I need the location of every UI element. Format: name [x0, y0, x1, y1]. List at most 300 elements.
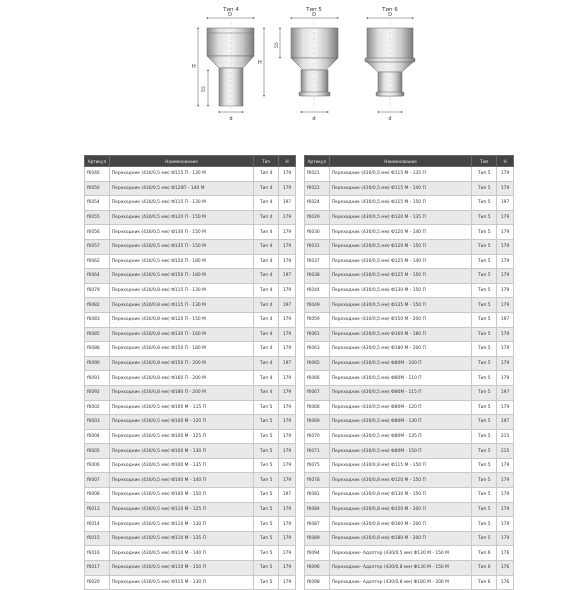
cell-type: Тип 5: [472, 371, 497, 386]
table-row: [85, 502, 296, 517]
table-row: [85, 473, 296, 488]
cell-article: f6067: [305, 385, 330, 400]
cell-article: f6082: [85, 298, 110, 313]
cell-type: Тип 5: [472, 196, 497, 211]
cell-height: 179: [497, 502, 514, 517]
cell-article: f6081: [305, 488, 330, 503]
table-row: [85, 575, 296, 590]
cell-height: 197: [497, 196, 514, 211]
cell-type: Тип 5: [254, 429, 279, 444]
cell-article: f6031: [305, 239, 330, 254]
table-row: [305, 254, 514, 269]
cell-name: Переходник (430/0,5 мм) Ф110 М - 135 П: [109, 531, 253, 546]
cell-article: f6055: [85, 210, 110, 225]
cell-type: Тип 5: [254, 488, 279, 503]
cell-type: Тип 5: [472, 429, 497, 444]
cell-type: Тип 4: [254, 181, 279, 196]
svg-text:H: H: [192, 64, 196, 70]
svg-text:D: D: [388, 12, 392, 18]
col-type: Тип: [254, 156, 279, 167]
cell-article: f6057: [85, 239, 110, 254]
cell-type: Тип 6: [472, 561, 497, 576]
cell-article: f6004: [85, 429, 110, 444]
cell-article: f6085: [85, 327, 110, 342]
cell-article: f6079: [85, 283, 110, 298]
table-row: [85, 444, 296, 459]
cell-article: f6050: [85, 181, 110, 196]
table-row: [305, 429, 514, 444]
cell-name: Переходник (430/0,8 мм) Ф120 П - 150 М: [109, 312, 253, 327]
cell-name: Переходник (430/0,5 мм) Ф115 М - 150 П: [329, 196, 472, 211]
cell-height: 179: [279, 561, 296, 576]
cell-article: f6020: [85, 575, 110, 590]
cell-type: Тип 5: [472, 415, 497, 430]
cell-name: Переходник (430/0,5 мм) Ф100 М - 115 П: [109, 400, 253, 415]
cell-height: 179: [497, 269, 514, 284]
cell-height: 179: [279, 342, 296, 357]
cell-height: 179: [279, 239, 296, 254]
cell-type: Тип 5: [472, 517, 497, 532]
cell-article: f6038: [305, 269, 330, 284]
col-height: H: [497, 156, 514, 167]
cell-article: f6088: [85, 342, 110, 357]
cell-article: f6056: [85, 225, 110, 240]
table-row: [85, 342, 296, 357]
cell-article: f6054: [85, 196, 110, 211]
cell-name: Переходник (430/0,5 мм) Ф100 М - 140 П: [109, 473, 253, 488]
cell-height: 179: [279, 400, 296, 415]
cell-article: f6062: [85, 254, 110, 269]
table-row: [305, 531, 514, 546]
table-row: [305, 327, 514, 342]
cell-article: f6017: [85, 561, 110, 576]
table-row: [305, 181, 514, 196]
cell-type: Тип 5: [254, 415, 279, 430]
cell-type: Тип 5: [472, 167, 497, 182]
cell-height: 179: [497, 517, 514, 532]
col-article: Артикул: [85, 156, 110, 167]
table-row: [85, 167, 296, 182]
cell-name: Переходник (430/0,5 мм) Ф80М - 130 П: [329, 415, 472, 430]
table-row: [305, 444, 514, 459]
cell-name: Переходник- Адаптер (430/0,8 мм) Ф180 М - 200 М: [329, 575, 472, 590]
cell-name: Переходник (430/0,8 мм) Ф115 М - 150 П: [329, 458, 472, 473]
svg-text:55: 55: [202, 86, 207, 92]
cell-name: Переходник (430/0,5 мм) Ф80М - 135 П: [329, 429, 472, 444]
table-row: [85, 239, 296, 254]
table-row: [305, 458, 514, 473]
cell-height: 215: [497, 429, 514, 444]
cell-article: f6083: [85, 312, 110, 327]
cell-article: f6002: [85, 400, 110, 415]
cell-name: Переходник (430/0,5 мм) Ф115 П - 130 М: [109, 196, 253, 211]
cell-article: f6087: [305, 517, 330, 532]
table-row: [305, 225, 514, 240]
diagram-type4-label: Тип 4: [223, 7, 239, 13]
cell-article: f6024: [305, 196, 330, 211]
cell-type: Тип 5: [472, 283, 497, 298]
table-row: [85, 254, 296, 269]
cell-height: 197: [497, 312, 514, 327]
svg-text:55: 55: [275, 42, 280, 48]
col-name: Наименование: [329, 156, 472, 167]
cell-name: Переходник- Адаптер (430/0,5 мм) Ф130 М - 150 М: [329, 546, 472, 561]
table-row: [305, 415, 514, 430]
table-row: [305, 239, 514, 254]
cell-name: Переходник (430/0,8 мм) Ф150 П - 180 М: [109, 342, 253, 357]
cell-height: 179: [497, 473, 514, 488]
cell-article: f6091: [85, 371, 110, 386]
cell-article: f6049: [305, 298, 330, 313]
diagram-type5: [258, 7, 338, 122]
cell-article: f6006: [85, 458, 110, 473]
table-row: [305, 269, 514, 284]
diagram-type5-label: Тип 5: [306, 7, 322, 13]
cell-height: 179: [497, 225, 514, 240]
cell-article: f6084: [305, 502, 330, 517]
cell-article: f6016: [85, 546, 110, 561]
diagram-type4: [192, 7, 254, 122]
cell-height: 179: [497, 210, 514, 225]
table-row: [85, 298, 296, 313]
table-row: [305, 546, 514, 561]
table-row: [85, 356, 296, 371]
cell-height: 197: [279, 488, 296, 503]
table-row: [305, 298, 514, 313]
table-row: [305, 210, 514, 225]
table-row: [85, 371, 296, 386]
cell-type: Тип 5: [472, 312, 497, 327]
diagram-type6-label: Тип 6: [382, 7, 398, 13]
cell-height: 179: [279, 283, 296, 298]
cell-height: 197: [279, 269, 296, 284]
cell-name: Переходник- Адаптер (430/0,8 мм) Ф130 М - 150 М: [329, 561, 472, 576]
cell-name: Переходник (430/0,5 мм) Ф100 М - 135 П: [109, 458, 253, 473]
cell-article: f6044: [305, 283, 330, 298]
cell-name: Переходник (430/0,5 мм) Ф130 П - 150 М: [109, 225, 253, 240]
cell-name: Переходник (430/0,8 мм) Ф115 П - 130 М: [109, 283, 253, 298]
table-row: [305, 371, 514, 386]
table-row: [85, 546, 296, 561]
svg-text:d: d: [388, 116, 392, 122]
cell-type: Тип 5: [472, 210, 497, 225]
cell-type: Тип 5: [254, 517, 279, 532]
table-row: [85, 415, 296, 430]
cell-type: Тип 6: [472, 575, 497, 590]
table-header-row: [85, 156, 296, 167]
svg-text:d: d: [229, 116, 233, 122]
cell-name: Переходник (430/0,5 мм) Ф100 М - 130 П: [109, 444, 253, 459]
cell-type: Тип 5: [472, 327, 497, 342]
left-product-table: [84, 155, 296, 590]
cell-height: 179: [497, 283, 514, 298]
cell-height: 179: [279, 415, 296, 430]
cell-height: 215: [497, 444, 514, 459]
cell-article: f6090: [85, 356, 110, 371]
cell-name: Переходник (430/0,8 мм) Ф115 П - 130 М: [109, 298, 253, 313]
diagram-area: [0, 0, 570, 150]
cell-height: 179: [279, 254, 296, 269]
svg-text:D: D: [312, 12, 316, 18]
table-row: [305, 312, 514, 327]
cell-article: f6064: [85, 269, 110, 284]
cell-article: f6071: [305, 444, 330, 459]
cell-type: Тип 5: [472, 298, 497, 313]
cell-height: 179: [497, 181, 514, 196]
table-row: [305, 385, 514, 400]
cell-type: Тип 4: [254, 342, 279, 357]
cell-article: f6029: [305, 210, 330, 225]
table-row: [85, 385, 296, 400]
cell-type: Тип 4: [254, 283, 279, 298]
table-row: [85, 400, 296, 415]
table-row: [85, 225, 296, 240]
adapter-diagrams: [0, 0, 570, 150]
table-row: [305, 356, 514, 371]
cell-article: f6046: [85, 167, 110, 182]
table-row: [85, 429, 296, 444]
cell-name: Переходник (430/0,5 мм) Ф80М - 115 П: [329, 385, 472, 400]
cell-type: Тип 5: [472, 400, 497, 415]
table-row: [305, 400, 514, 415]
cell-height: 179: [279, 444, 296, 459]
cell-height: 179: [279, 225, 296, 240]
cell-name: Переходник (430/0,5 мм) Ф120 М - 140 П: [329, 225, 472, 240]
cell-height: 176: [497, 575, 514, 590]
cell-type: Тип 4: [254, 298, 279, 313]
cell-type: Тип 5: [472, 342, 497, 357]
cell-name: Переходник (430/0,5 мм) Ф115 М - 135 П: [329, 167, 472, 182]
cell-name: Переходник (430/0,5 мм) Ф150 М - 200 П: [329, 312, 472, 327]
table-row: [305, 473, 514, 488]
cell-article: f6066: [305, 371, 330, 386]
cell-height: 179: [497, 298, 514, 313]
cell-name: Переходник (430/0,5 мм) Ф120П - 140 М: [109, 181, 253, 196]
table-row: [85, 517, 296, 532]
cell-type: Тип 5: [472, 488, 497, 503]
table-row: [85, 327, 296, 342]
cell-name: Переходник (430/0,5 мм) Ф115 М - 140 П: [329, 181, 472, 196]
cell-height: 179: [279, 429, 296, 444]
cell-article: f6078: [305, 473, 330, 488]
cell-name: Переходник (430/0,5 мм) Ф180 М - 200 П: [329, 342, 472, 357]
cell-name: Переходник (430/0,5 мм) Ф110 М - 125 П: [109, 502, 253, 517]
cell-name: Переходник (430/0,5 мм) Ф125 М - 140 П: [329, 254, 472, 269]
svg-text:d: d: [312, 116, 316, 122]
cell-article: f6008: [85, 488, 110, 503]
cell-height: 179: [497, 400, 514, 415]
table-row: [305, 517, 514, 532]
cell-type: Тип 5: [254, 473, 279, 488]
table-row: [85, 181, 296, 196]
cell-type: Тип 5: [472, 385, 497, 400]
cell-article: f6037: [305, 254, 330, 269]
col-article: Артикул: [305, 156, 330, 167]
table-row: [305, 283, 514, 298]
cell-article: f6022: [305, 181, 330, 196]
cell-height: 179: [497, 342, 514, 357]
cell-type: Тип 5: [254, 400, 279, 415]
cell-height: 179: [497, 167, 514, 182]
cell-name: Переходник (430/0,8 мм) Ф130 П - 160 М: [109, 327, 253, 342]
cell-height: 179: [279, 502, 296, 517]
table-row: [85, 312, 296, 327]
cell-name: Переходник (430/0,5 мм) Ф100 М - 125 П: [109, 429, 253, 444]
cell-height: 179: [279, 371, 296, 386]
cell-height: 179: [497, 327, 514, 342]
cell-height: 197: [279, 298, 296, 313]
cell-type: Тип 5: [472, 239, 497, 254]
cell-name: Переходник (430/0,8 мм) Ф120 М - 150 П: [329, 473, 472, 488]
cell-name: Переходник (430/0,5 мм) Ф150 П - 180 М: [109, 269, 253, 284]
cell-name: Переходник (430/0,5 мм) Ф115 П - 130 М: [109, 167, 253, 182]
table-row: [305, 502, 514, 517]
cell-name: Переходник (430/0,5 мм) Ф110 М - 140 П: [109, 546, 253, 561]
table-row: [305, 488, 514, 503]
cell-height: 179: [497, 458, 514, 473]
cell-height: 179: [279, 473, 296, 488]
table-row: [305, 561, 514, 576]
cell-height: 179: [497, 531, 514, 546]
cell-name: Переходник (430/0,5 мм) Ф130 М - 150 П: [329, 283, 472, 298]
cell-type: Тип 5: [472, 502, 497, 517]
cell-name: Переходник (430/0,5 мм) Ф120 М - 150 П: [329, 239, 472, 254]
cell-article: f6021: [305, 167, 330, 182]
cell-height: 179: [497, 371, 514, 386]
cell-article: f6069: [305, 415, 330, 430]
cell-type: Тип 4: [254, 327, 279, 342]
cell-type: Тип 4: [254, 269, 279, 284]
cell-type: Тип 5: [254, 561, 279, 576]
cell-name: Переходник (430/0,5 мм) Ф80М - 120 П: [329, 400, 472, 415]
cell-height: 179: [497, 356, 514, 371]
cell-height: 179: [279, 327, 296, 342]
cell-article: f6098: [305, 575, 330, 590]
cell-type: Тип 5: [472, 531, 497, 546]
cell-height: 179: [279, 575, 296, 590]
svg-text:H: H: [258, 60, 262, 66]
table-row: [85, 283, 296, 298]
cell-type: Тип 6: [472, 546, 497, 561]
cell-article: f6059: [305, 312, 330, 327]
cell-height: 179: [279, 458, 296, 473]
cell-name: Переходник (430/0,5 мм) Ф120 П - 150 М: [109, 210, 253, 225]
cell-name: Переходник (430/0,5 мм) Ф100 М - 150 П: [109, 488, 253, 503]
cell-type: Тип 5: [254, 531, 279, 546]
cell-article: f6061: [305, 327, 330, 342]
cell-height: 197: [497, 415, 514, 430]
cell-type: Тип 4: [254, 167, 279, 182]
cell-type: Тип 5: [472, 254, 497, 269]
table-row: [85, 488, 296, 503]
cell-height: 179: [497, 239, 514, 254]
cell-type: Тип 5: [472, 458, 497, 473]
cell-type: Тип 5: [472, 444, 497, 459]
table-row: [85, 531, 296, 546]
cell-article: f6014: [85, 517, 110, 532]
cell-name: Переходник (430/0,5 мм) Ф80М - 150 П: [329, 444, 472, 459]
cell-type: Тип 5: [254, 458, 279, 473]
cell-type: Тип 4: [254, 356, 279, 371]
cell-height: 197: [497, 385, 514, 400]
cell-name: Переходник (430/0,5 мм) Ф160 М - 180 П: [329, 327, 472, 342]
cell-type: Тип 5: [254, 502, 279, 517]
cell-name: Переходник (430/0,5 мм) Ф80М - 100 П: [329, 356, 472, 371]
table-header-row: [305, 156, 514, 167]
cell-name: Переходник (430/0,5 мм) Ф110 М - 150 П: [109, 561, 253, 576]
cell-name: Переходник (430/0,5 мм) Ф100 М - 120 П: [109, 415, 253, 430]
cell-height: 179: [279, 181, 296, 196]
cell-article: f6005: [85, 444, 110, 459]
table-row: [305, 196, 514, 211]
cell-name: Переходник (430/0,5 мм) Ф115 М - 130 П: [109, 575, 253, 590]
table-row: [305, 575, 514, 590]
cell-article: f6094: [305, 546, 330, 561]
cell-article: f6013: [85, 502, 110, 517]
cell-type: Тип 4: [254, 196, 279, 211]
cell-name: Переходник (430/0,8 мм) Ф180 М - 200 П: [329, 531, 472, 546]
cell-type: Тип 5: [472, 473, 497, 488]
col-name: Наименование: [109, 156, 253, 167]
cell-article: f6030: [305, 225, 330, 240]
table-row: [305, 342, 514, 357]
cell-type: Тип 4: [254, 210, 279, 225]
cell-height: 197: [279, 356, 296, 371]
cell-type: Тип 4: [254, 371, 279, 386]
cell-height: 179: [279, 385, 296, 400]
cell-name: Переходник (430/0,5 мм) Ф80М - 110 П: [329, 371, 472, 386]
cell-article: f6015: [85, 531, 110, 546]
cell-name: Переходник (430/0,5 мм) Ф135 М - 150 П: [329, 298, 472, 313]
table-row: [85, 269, 296, 284]
cell-name: Переходник (430/0,5 мм) Ф135 П - 150 М: [109, 239, 253, 254]
cell-type: Тип 5: [254, 546, 279, 561]
cell-type: Тип 4: [254, 225, 279, 240]
cell-type: Тип 4: [254, 239, 279, 254]
cell-type: Тип 5: [254, 444, 279, 459]
cell-height: 197: [279, 196, 296, 211]
table-row: [305, 167, 514, 182]
cell-article: f6092: [85, 385, 110, 400]
cell-name: Переходник (430/0,8 мм) Ф160 М - 200 П: [329, 517, 472, 532]
cell-article: f6007: [85, 473, 110, 488]
cell-article: f6063: [305, 342, 330, 357]
cell-name: Переходник (430/0,8 мм) Ф130 М - 150 П: [329, 488, 472, 503]
cell-type: Тип 5: [472, 356, 497, 371]
table-row: [85, 196, 296, 211]
col-height: H: [279, 156, 296, 167]
cell-type: Тип 4: [254, 254, 279, 269]
cell-name: Переходник (430/0,5 мм) Ф150 П - 180 М: [109, 254, 253, 269]
table-row: [85, 210, 296, 225]
cell-article: f6003: [85, 415, 110, 430]
cell-article: f6070: [305, 429, 330, 444]
cell-article: f6089: [305, 531, 330, 546]
cell-name: Переходник (430/0,8 мм) Ф150 П - 200 М: [109, 356, 253, 371]
diagram-type6: [365, 7, 415, 122]
table-row: [85, 458, 296, 473]
cell-name: Переходник (430/0,8 мм) Ф160 П - 200 М: [109, 371, 253, 386]
cell-height: 179: [497, 488, 514, 503]
left-table-body: [85, 167, 296, 590]
right-product-table: [304, 155, 514, 590]
cell-article: f6075: [305, 458, 330, 473]
cell-type: Тип 5: [472, 269, 497, 284]
cell-height: 176: [497, 561, 514, 576]
cell-height: 179: [279, 210, 296, 225]
right-table-body: [305, 167, 514, 590]
cell-height: 179: [279, 531, 296, 546]
